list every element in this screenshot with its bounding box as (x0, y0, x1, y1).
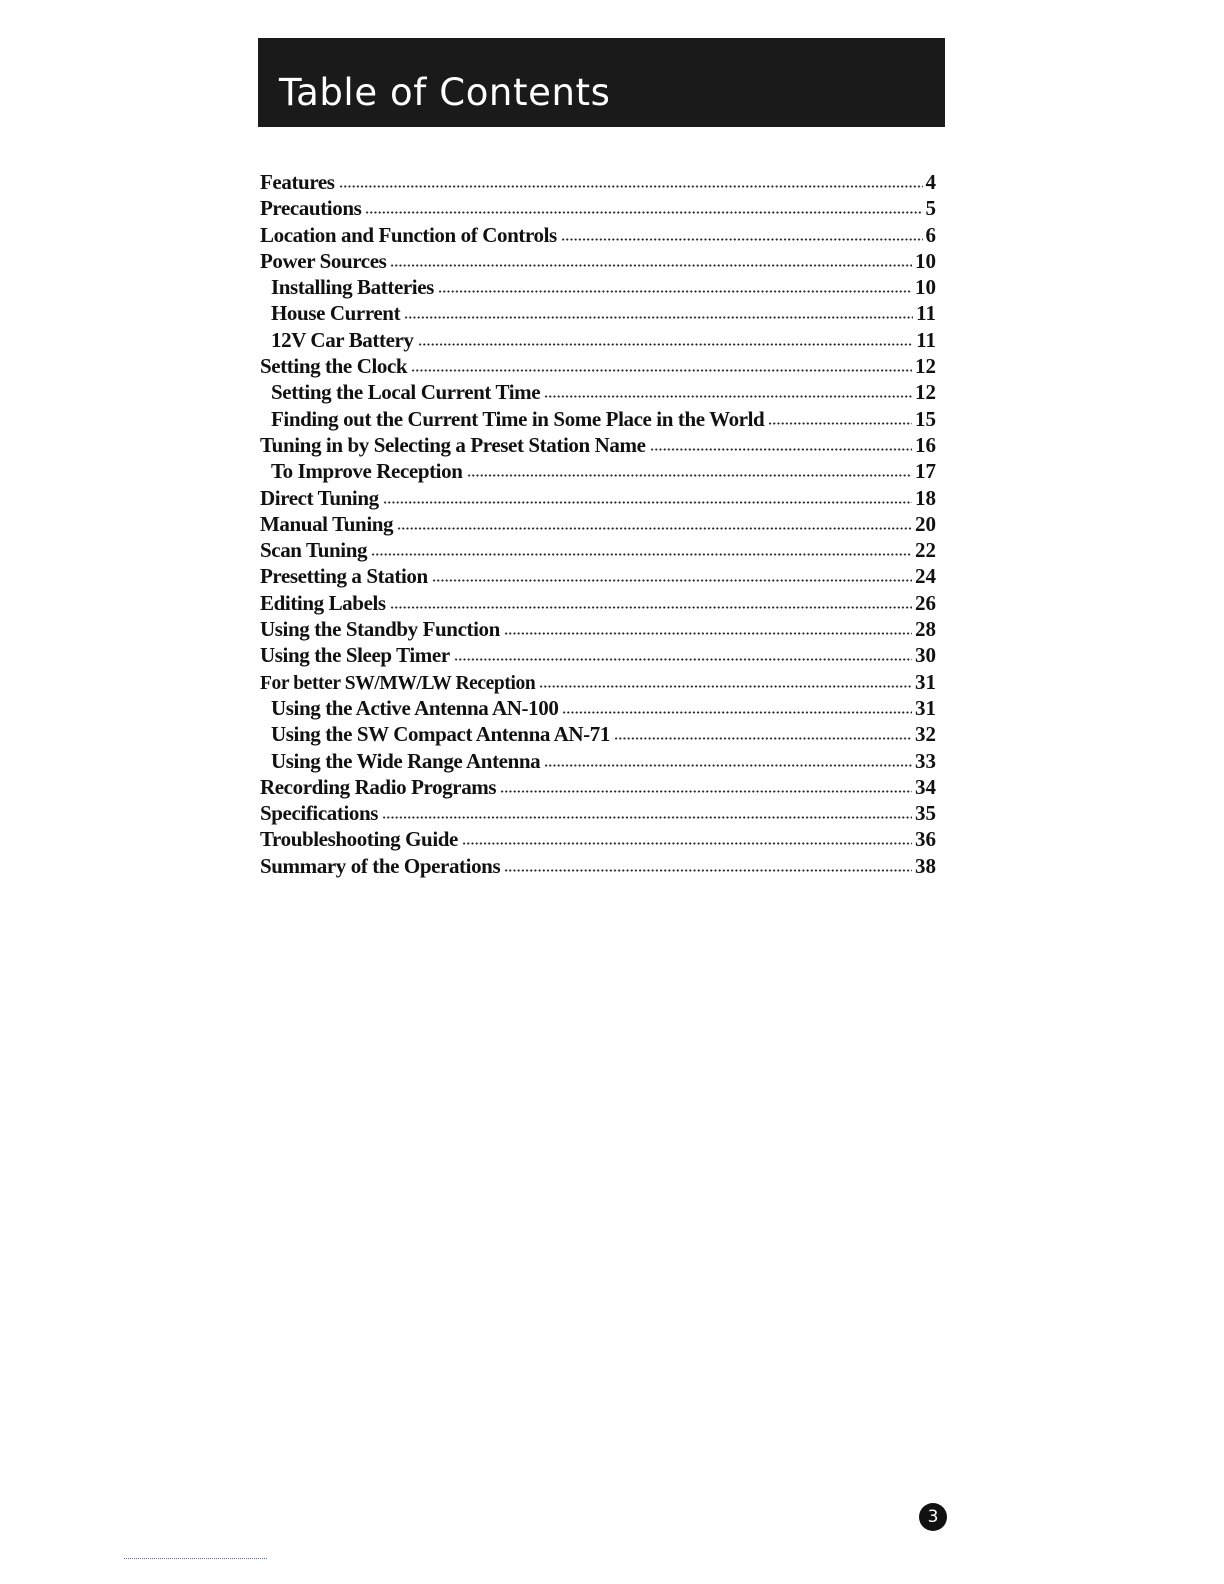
toc-entry-title: Power Sources (260, 248, 387, 273)
dot-leader (561, 238, 923, 241)
toc-entry-page: 32 (915, 722, 936, 747)
toc-entry-improve-reception[interactable] (260, 459, 936, 485)
toc-entry-title: Direct Tuning (260, 485, 379, 510)
toc-entry-title: Manual Tuning (260, 511, 394, 536)
toc-entry-title: Installing Batteries (271, 275, 434, 300)
footer-divider (124, 1558, 267, 1559)
toc-entry-page: 5 (925, 196, 936, 221)
toc-entry-title: Using the Active Antenna AN-100 (271, 695, 559, 720)
toc-entry-direct-tuning[interactable] (260, 486, 936, 512)
toc-entry-title: Using the Standby Function (260, 617, 500, 642)
toc-entry-page: 11 (916, 327, 936, 352)
toc-entry-title: 12V Car Battery (271, 327, 414, 352)
dot-leader (454, 658, 912, 661)
dot-leader (614, 737, 912, 740)
toc-entry-title: Specifications (260, 801, 379, 826)
toc-entry-precautions[interactable] (260, 196, 936, 222)
dot-leader (404, 316, 913, 319)
toc-entry-page: 20 (915, 511, 936, 536)
toc-entry-page: 28 (915, 617, 936, 642)
toc-entry-page: 30 (915, 643, 936, 668)
toc-entry-active-antenna[interactable] (260, 696, 936, 722)
toc-entry-page: 31 (915, 669, 936, 694)
toc-entry-editing-labels[interactable] (260, 591, 936, 617)
toc-entry-page: 26 (915, 590, 936, 615)
dot-leader (339, 185, 923, 188)
dot-leader (411, 369, 912, 372)
dot-leader (544, 764, 912, 767)
toc-entry-page: 36 (915, 827, 936, 852)
toc-entry-page: 11 (916, 301, 936, 326)
dot-leader (390, 606, 912, 609)
toc-entry-better-reception[interactable] (260, 670, 936, 696)
toc-entry-title: Recording Radio Programs (260, 774, 497, 799)
toc-entry-page: 31 (915, 695, 936, 720)
toc-entry-page: 15 (915, 406, 936, 431)
dot-leader (383, 501, 912, 504)
dot-leader (462, 842, 912, 845)
toc-entry-summary[interactable] (260, 854, 936, 880)
dot-leader (418, 343, 914, 346)
dot-leader (562, 711, 912, 714)
toc-entry-troubleshooting[interactable] (260, 827, 936, 853)
toc-entry-title: Scan Tuning (260, 538, 368, 563)
toc-entry-wide-range-antenna[interactable] (260, 749, 936, 775)
dot-leader (504, 869, 912, 872)
toc-entry-title: To Improve Reception (271, 459, 463, 484)
toc-entry-page: 12 (915, 380, 936, 405)
toc-entry-page: 10 (915, 248, 936, 273)
dot-leader (390, 264, 912, 267)
table-of-contents (260, 170, 936, 880)
toc-entry-title: Setting the Clock (260, 354, 408, 379)
dot-leader (768, 422, 912, 425)
toc-entry-title: Finding out the Current Time in Some Place in the World (271, 406, 765, 431)
toc-entry-title: House Current (271, 301, 401, 326)
toc-entry-title: Using the SW Compact Antenna AN-71 (271, 722, 610, 747)
dot-leader (432, 579, 912, 582)
toc-entry-features[interactable] (260, 170, 936, 196)
toc-entry-page: 34 (915, 774, 936, 799)
toc-entry-title: Editing Labels (260, 590, 386, 615)
dot-leader (397, 527, 912, 530)
toc-entry-page: 4 (925, 170, 936, 194)
toc-entry-page: 18 (915, 485, 936, 510)
toc-entry-title: Summary of the Operations (260, 853, 501, 878)
dot-leader (371, 553, 912, 556)
toc-entry-power-sources[interactable] (260, 249, 936, 275)
toc-entry-world-time[interactable] (260, 407, 936, 433)
toc-entry-page: 33 (915, 748, 936, 773)
toc-entry-installing-batteries[interactable] (260, 275, 936, 301)
toc-entry-setting-clock[interactable] (260, 354, 936, 380)
dot-leader (539, 685, 912, 688)
toc-entry-scan-tuning[interactable] (260, 538, 936, 564)
toc-entry-title: Setting the Local Current Time (271, 380, 541, 405)
toc-entry-title: Tuning in by Selecting a Preset Station Name (260, 432, 646, 457)
toc-entry-title: Precautions (260, 196, 362, 221)
dot-leader (500, 790, 912, 793)
dot-leader (467, 474, 912, 477)
toc-entry-manual-tuning[interactable] (260, 512, 936, 538)
dot-leader (382, 816, 912, 819)
toc-entry-title: Location and Function of Controls (260, 222, 557, 247)
toc-entry-page: 35 (915, 801, 936, 826)
toc-entry-page: 6 (925, 222, 936, 247)
toc-entry-page: 16 (915, 432, 936, 457)
toc-entry-page: 12 (915, 354, 936, 379)
toc-entry-car-battery[interactable] (260, 328, 936, 354)
toc-entry-preset-station-name[interactable] (260, 433, 936, 459)
toc-entry-sleep-timer[interactable] (260, 643, 936, 669)
toc-entry-house-current[interactable] (260, 301, 936, 327)
toc-entry-presetting-station[interactable] (260, 564, 936, 590)
toc-entry-title: Using the Sleep Timer (260, 643, 450, 668)
toc-entry-specifications[interactable] (260, 801, 936, 827)
dot-leader (504, 632, 912, 635)
dot-leader (650, 448, 912, 451)
toc-entry-standby-function[interactable] (260, 617, 936, 643)
toc-entry-page: 38 (915, 853, 936, 878)
toc-entry-title: For better SW/MW/LW Reception (260, 672, 536, 694)
toc-entry-compact-antenna[interactable] (260, 722, 936, 748)
page-title: Table of Contents (279, 71, 611, 114)
header-bar (258, 38, 945, 127)
toc-entry-location-controls[interactable] (260, 223, 936, 249)
page-number-badge: 3 (919, 1503, 947, 1531)
toc-entry-recording[interactable] (260, 775, 936, 801)
toc-entry-title: Presetting a Station (260, 564, 428, 589)
toc-entry-title: Features (260, 170, 335, 194)
toc-entry-page: 10 (915, 275, 936, 300)
toc-entry-title: Troubleshooting Guide (260, 827, 458, 852)
toc-entry-page: 17 (915, 459, 936, 484)
toc-entry-page: 24 (915, 564, 936, 589)
dot-leader (438, 290, 912, 293)
dot-leader (544, 395, 912, 398)
dot-leader (365, 211, 922, 214)
toc-entry-page: 22 (915, 538, 936, 563)
toc-entry-title: Using the Wide Range Antenna (271, 748, 541, 773)
toc-entry-local-time[interactable] (260, 380, 936, 406)
